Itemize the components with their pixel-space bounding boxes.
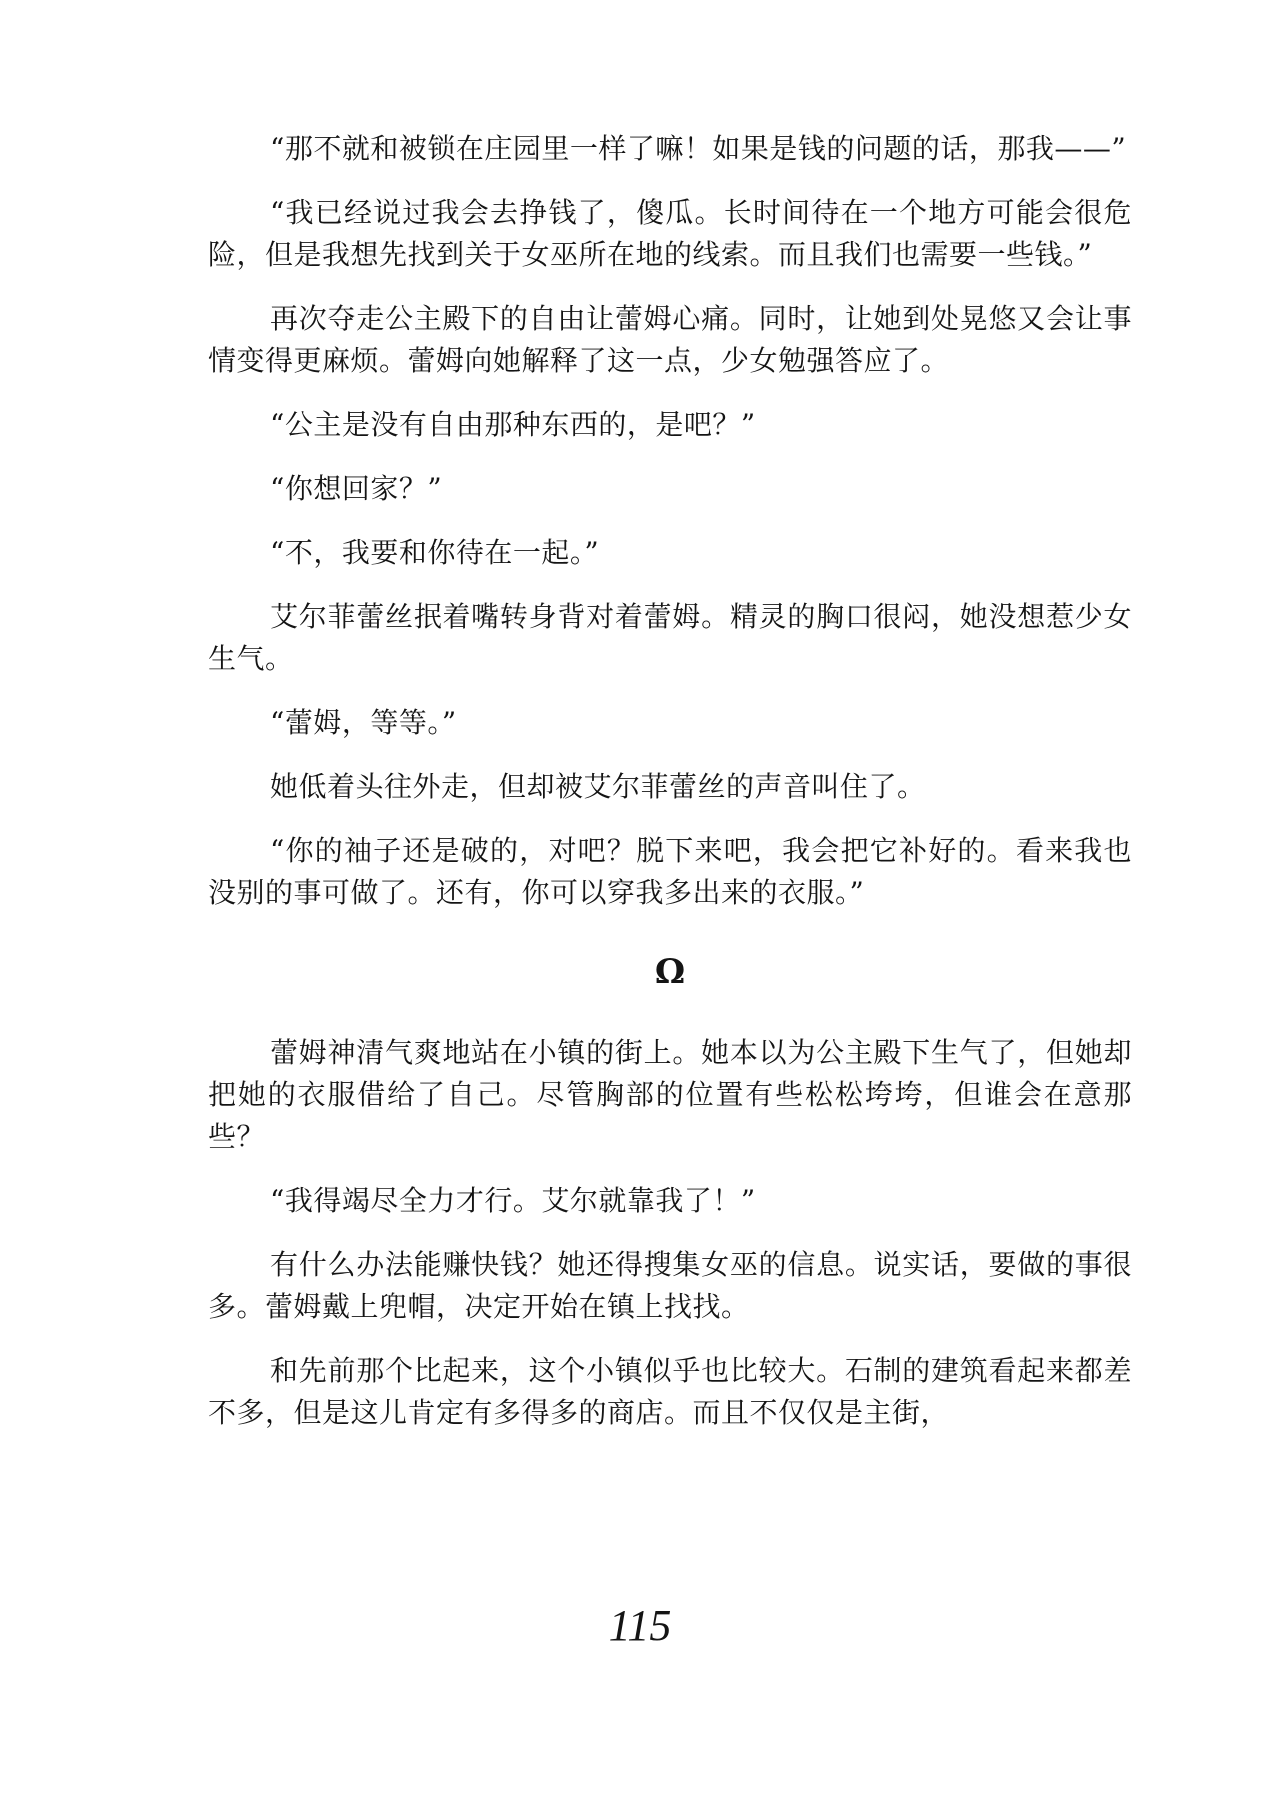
paragraph: 和先前那个比起来，这个小镇似乎也比较大。石制的建筑看起来都差不多，但是这儿肯定有多得多的商店。而且不仅仅是主街，	[208, 1354, 1132, 1429]
paragraph: “我已经说过我会去挣钱了，傻瓜。长时间待在一个地方可能会很危险，但是我想先找到关于女巫所在地的线索。而且我们也需要一些钱。”	[208, 196, 1132, 271]
paragraph: “蕾姆，等等。”	[270, 706, 457, 739]
paragraph: 再次夺走公主殿下的自由让蕾姆心痛。同时，让她到处晃悠又会让事情变得更麻烦。蕾姆向她解释了这一点，少女勉强答应了。	[208, 302, 1132, 377]
paragraph: 艾尔菲蕾丝抿着嘴转身背对着蕾姆。精灵的胸口很闷，她没想惹少女生气。	[208, 600, 1132, 675]
paragraph: 蕾姆神清气爽地站在小镇的街上。她本以为公主殿下生气了，但她却把她的衣服借给了自己。尽管胸部的位置有些松松垮垮，但谁会在意那些？	[208, 1036, 1132, 1153]
paragraph: 她低着头往外走，但却被艾尔菲蕾丝的声音叫住了。	[270, 770, 926, 803]
paragraph: “我得竭尽全力才行。艾尔就靠我了！”	[270, 1184, 756, 1217]
paragraph: 有什么办法能赚快钱？她还得搜集女巫的信息。说实话，要做的事很多。蕾姆戴上兜帽，决定开始在镇上找找。	[208, 1248, 1132, 1323]
paragraph: “不，我要和你待在一起。”	[270, 536, 600, 569]
paragraph: “公主是没有自由那种东西的，是吧？”	[270, 408, 756, 441]
paragraph: “你想回家？”	[270, 472, 443, 505]
page-number: 115	[608, 1601, 672, 1650]
page-body	[208, 128, 1132, 1456]
paragraph: “那不就和被锁在庄园里一样了嘛！如果是钱的问题的话，那我——”	[270, 132, 1127, 165]
section-separator: Ω	[654, 952, 686, 992]
paragraph: “你的袖子还是破的，对吧？脱下来吧，我会把它补好的。看来我也没别的事可做了。还有，你可以穿我多出来的衣服。”	[208, 834, 1132, 909]
